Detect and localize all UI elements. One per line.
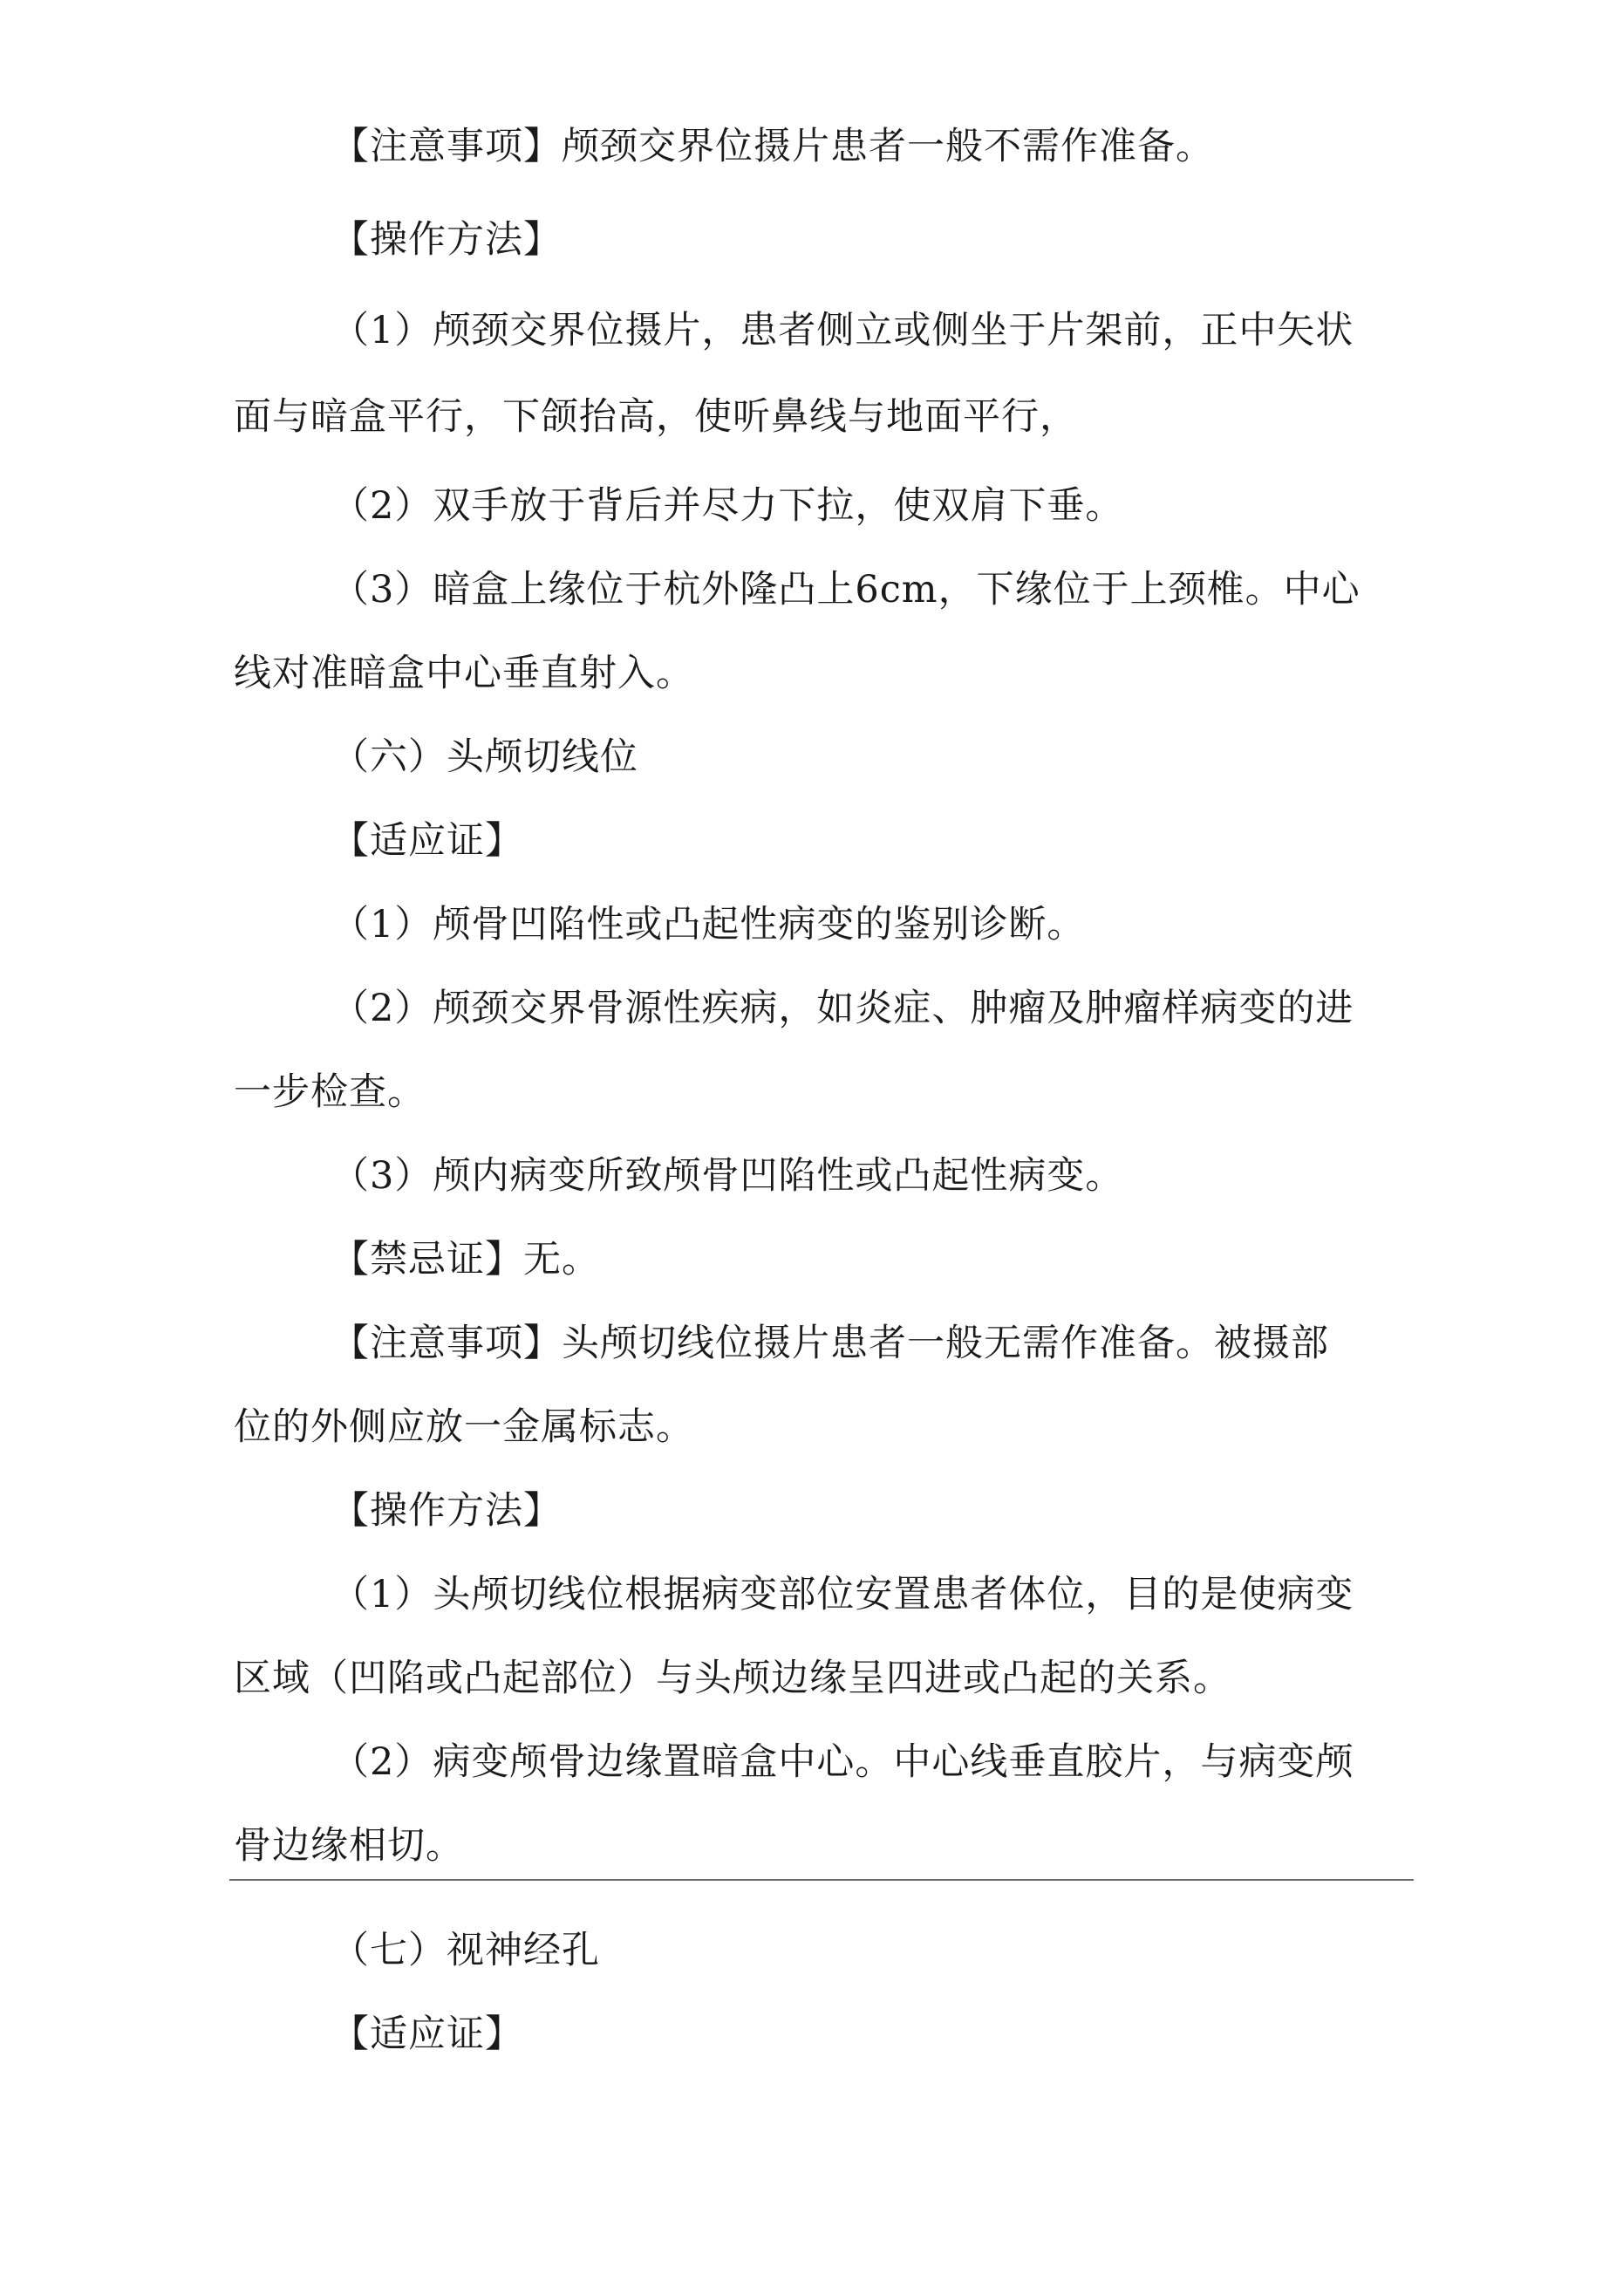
text-line: 【注意事项】颅颈交界位摄片患者一般不需作准备。	[331, 125, 1214, 168]
heading-procedure-2	[234, 1469, 1404, 1553]
text-line: （2）病变颅骨边缘置暗盒中心。中心线垂直胶片，与病变颅	[331, 1740, 1354, 1784]
paragraph-indication-2	[234, 967, 1404, 1134]
text-line: （1）头颅切线位根据病变部位安置患者体位，目的是使病变	[331, 1573, 1354, 1616]
text-line: （3）暗盒上缘位于杭外隆凸上6cm，下缘位于上颈椎。中心	[331, 568, 1360, 612]
text-line: 【适应证】	[331, 2012, 523, 2056]
paragraph-procedure-step-1	[234, 1553, 1404, 1720]
paragraph-contraindications	[234, 1218, 1404, 1302]
section-heading-7	[234, 1909, 1404, 1992]
text-line: 面与暗盒平行，下颌抬高，使听鼻线与地面平行，	[234, 395, 1078, 439]
text-line: 【禁忌证】无。	[331, 1238, 600, 1281]
heading-indications	[234, 799, 1404, 883]
text-line: （2）颅颈交界骨源性疾病，如炎症、肿瘤及肿瘤样病变的进	[331, 987, 1354, 1030]
heading-indications-2	[234, 1992, 1404, 2076]
text-line: 区域（凹陷或凸起部位）与头颅边缘呈四进或凸起的关系。	[234, 1657, 1231, 1700]
text-line: 【操作方法】	[331, 1489, 562, 1533]
text-line: （七）视神经孔	[331, 1929, 600, 1972]
paragraph-step-1	[234, 288, 1404, 461]
text-line: 骨边缘相切。	[234, 1824, 464, 1868]
text-line: 【适应证】	[331, 819, 523, 863]
heading-procedure	[234, 198, 1404, 282]
text-line: 一步检查。	[234, 1070, 426, 1114]
paragraph-step-2	[234, 464, 1404, 548]
paragraph-indication-1	[234, 883, 1404, 967]
paragraph-precautions-2	[234, 1302, 1404, 1469]
text-line: （3）颅内病变所致颅骨凹陷性或凸起性病变。	[331, 1154, 1124, 1198]
paragraph-procedure-step-2	[234, 1720, 1404, 1888]
text-line: 位的外侧应放一金属标志。	[234, 1405, 694, 1449]
paragraph-indication-3	[234, 1134, 1404, 1218]
text-line: （1）颅颈交界位摄片，患者侧立或侧坐于片架前，正中矢状	[331, 309, 1354, 352]
section-heading-6	[234, 715, 1404, 799]
text-line: （1）颅骨凹陷性或凸起性病变的鉴别诊断。	[331, 903, 1086, 946]
page-divider	[229, 1879, 1414, 1881]
text-line: 线对准暗盒中心垂直射入。	[234, 652, 694, 695]
text-line: 【注意事项】头颅切线位摄片患者一般无需作准备。被摄部	[331, 1322, 1329, 1365]
text-line: （2）双手放于背后并尽力下拉，使双肩下垂。	[331, 484, 1124, 528]
paragraph-precautions	[234, 105, 1404, 188]
paragraph-step-3	[234, 548, 1404, 715]
text-line: 【操作方法】	[331, 218, 562, 262]
text-line: （六）头颅切线位	[331, 735, 638, 779]
